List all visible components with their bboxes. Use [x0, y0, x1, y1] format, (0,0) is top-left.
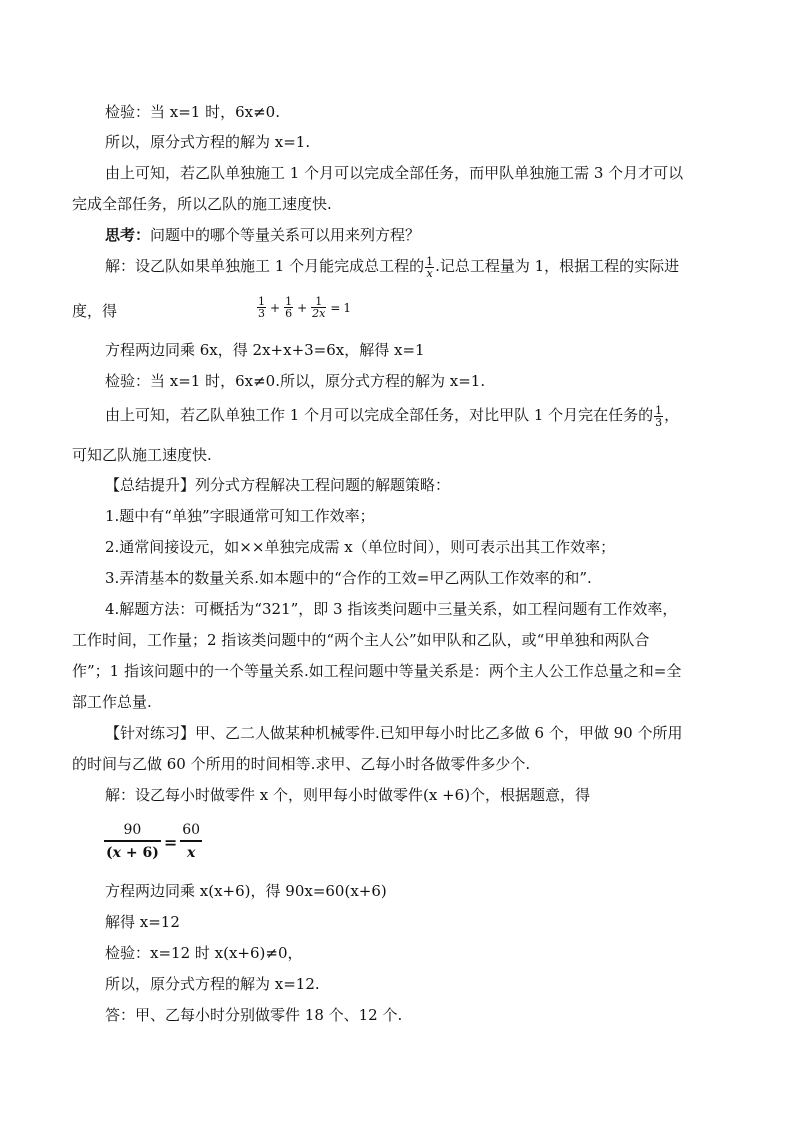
eq2-rhs — [180, 820, 202, 864]
summary-item-4-cont: 作”；1 指该问题中的一个等量关系.如工程问题中等量关系是：两个主人公工作总量之和=全 — [72, 662, 682, 680]
equation-1 — [256, 296, 351, 319]
eq2-lhs — [104, 820, 161, 864]
comparison-comma: ， — [664, 406, 680, 424]
plus-sign: + — [270, 300, 281, 315]
multiply-line: 方程两边同乘 6x，得 2x+x+3=6x，解得 x=1 — [105, 341, 425, 359]
eq1-term1 — [257, 296, 266, 319]
summary-item-1: 1.题中有“单独”字眼通常可知工作效率； — [105, 507, 375, 525]
equals-sign: = — [330, 300, 341, 315]
think-label: 思考： — [105, 226, 151, 244]
fraction-numerator: 60 — [180, 820, 202, 842]
eq1-term2 — [284, 296, 293, 319]
fraction-numerator: 1 — [258, 295, 265, 308]
solution-text-b: .记总工程量为 1，根据工程的实际进 — [435, 257, 680, 275]
answer-line: 答：甲、乙每小时分别做零件 18 个、12 个. — [105, 1006, 403, 1024]
multiply-line-2: 方程两边同乘 x(x+6)，得 90x=60(x+6) — [105, 882, 387, 900]
summary-item-4: 4.解题方法：可概括为“321”，即 3 指该类问题中三量关系，如工程问题有工作效率， — [105, 600, 678, 618]
fraction-one-third — [654, 405, 663, 428]
practice-problem-cont: 的时间与乙做 60 个所用的时间相等.求甲、乙每小时各做零件多少个. — [72, 755, 531, 773]
fraction-denominator — [180, 842, 202, 864]
summary-item-3: 3.弄清基本的数量关系.如本题中的“合作的工效=甲乙两队工作效率的和”. — [105, 569, 592, 587]
fraction-denominator — [104, 842, 161, 864]
paragraph-line: 由上可知，若乙队单独施工 1 个月可以完成全部任务，而甲队单独施工需 3 个月才可以 — [105, 164, 684, 182]
check-line-1: 检验：当 x=1 时，6x≠0. — [105, 103, 280, 121]
comparison-text: 由上可知，若乙队单独工作 1 个月可以完成全部任务，对比甲队 1 个月完在任务的 — [105, 406, 654, 424]
den-rest: + 6) — [120, 845, 159, 861]
summary-item-4-cont: 工作时间，工作量；2 指该类问题中的“两个主人公”如甲队和乙队，或“甲单独和两队合 — [72, 631, 650, 649]
variable: x — [186, 845, 196, 861]
summary-title: 【总结提升】列分式方程解决工程问题的解题策略： — [105, 476, 451, 494]
check-line-2: 检验：当 x=1 时，6x≠0.所以，原分式方程的解为 x=1. — [105, 372, 486, 390]
practice-problem: 【针对练习】甲、乙二人做某种机械零件.已知甲每小时比乙多做 6 个，甲做 90 个所用 — [105, 724, 683, 742]
fraction-denominator: 6 — [285, 307, 293, 320]
eq1-rhs: 1 — [343, 300, 352, 315]
conclusion-line-1: 所以，原分式方程的解为 x=1. — [105, 133, 311, 151]
practice-solution: 解：设乙每小时做零件 x 个，则甲每小时做零件(x +6)个，根据题意，得 — [105, 786, 591, 804]
check-line-3: 检验：x=12 时 x(x+6)≠0， — [105, 944, 303, 962]
paren: ( — [106, 845, 113, 861]
fraction-denominator: 2x — [312, 307, 326, 320]
eq1-term3 — [311, 296, 326, 319]
paragraph-line: 可知乙队施工速度快. — [72, 446, 212, 464]
fraction-numerator: 1 — [655, 403, 663, 417]
plus-sign: + — [297, 300, 308, 315]
summary-item-2: 2.通常间接设元，如××单独完成需 x（单位时间），则可表示出其工作效率； — [105, 538, 616, 556]
fraction-one-over-x — [425, 256, 434, 279]
think-question — [105, 224, 420, 246]
equation-2 — [104, 820, 202, 864]
fraction-numerator: 1 — [285, 295, 293, 308]
conclusion-line-2: 所以，原分式方程的解为 x=12. — [105, 975, 320, 993]
fraction-denominator: 3 — [655, 415, 663, 429]
solve-line: 解得 x=12 — [105, 913, 180, 931]
paragraph-line: 完成全部任务，所以乙队的施工速度快. — [72, 195, 332, 213]
fraction-numerator: 90 — [104, 820, 161, 842]
comparison-line — [105, 404, 679, 428]
equals-sign: = — [163, 832, 178, 852]
fraction-denominator: 3 — [258, 307, 265, 320]
variable: x — [112, 845, 121, 861]
think-text: 问题中的哪个等量关系可以用来列方程？ — [150, 226, 421, 244]
summary-item-4-cont: 部工作总量. — [72, 693, 152, 711]
solution-text-a: 解：设乙队如果单独施工 1 个月能完成总工程的 — [105, 257, 425, 275]
solution-line — [105, 255, 679, 279]
fraction-numerator: 1 — [426, 254, 434, 268]
fraction-denominator: x — [426, 266, 433, 280]
fraction-numerator: 1 — [311, 296, 326, 308]
solution-line-2: 度，得 — [72, 302, 118, 320]
